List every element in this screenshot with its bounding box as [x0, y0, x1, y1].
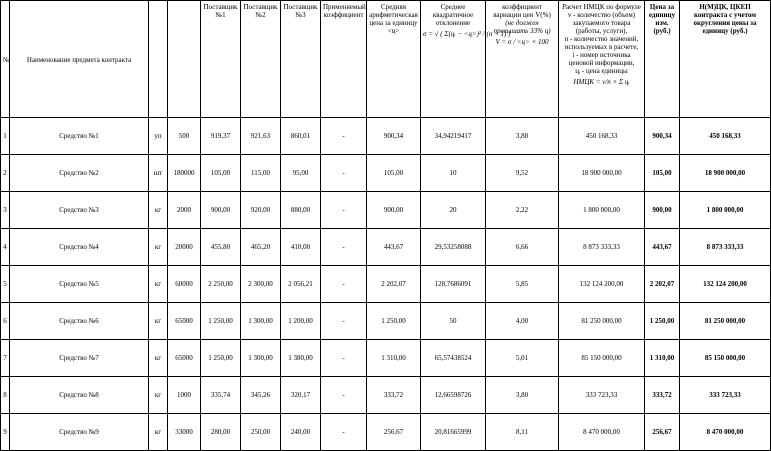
cell-nmck-total: 1 800 000,00 [680, 192, 771, 229]
cell-coefficient: - [321, 155, 367, 192]
cell-variation: 8,11 [486, 414, 559, 451]
calc-title: Расчет НМЦК по формуле [562, 3, 641, 11]
cell-num: 3 [1, 192, 10, 229]
cell-num: 1 [1, 118, 10, 155]
cell-supplier-1: 335,74 [201, 377, 241, 414]
cell-quantity: 60000 [168, 266, 201, 303]
table-row [1, 303, 771, 340]
cell-unit: кг [149, 266, 168, 303]
cell-coefficient: - [321, 303, 367, 340]
cell-average-price: 256,67 [367, 414, 421, 451]
cell-unit-price: 256,67 [645, 414, 680, 451]
cell-unit-price: 2 202,07 [645, 266, 680, 303]
cell-supplier-3: 1 380,00 [281, 340, 321, 377]
cell-supplier-1: 2 250,00 [201, 266, 241, 303]
std-deviation-formula: σ = √ ( Σ(цᵢ − <ц>)² / (n − 1) ) [423, 30, 511, 39]
cell-nmck-calc: 1 800 000,00 [559, 192, 645, 229]
cell-quantity: 1000 [168, 377, 201, 414]
cell-average-price: 900,00 [367, 192, 421, 229]
variation-title: коэффициент вариации цен V(%) [493, 3, 551, 20]
cell-quantity: 20000 [168, 229, 201, 266]
cell-nmck-total: 85 150 000,00 [680, 340, 771, 377]
cell-variation: 4,00 [486, 303, 559, 340]
cell-coefficient: - [321, 414, 367, 451]
cell-supplier-3: 2 056,21 [281, 266, 321, 303]
cell-coefficient: - [321, 266, 367, 303]
table-row [1, 414, 771, 451]
cell-variation: 5,01 [486, 340, 559, 377]
cell-average-price: 1 310,00 [367, 340, 421, 377]
cell-supplier-2: 1 300,00 [241, 340, 281, 377]
cell-supplier-2: 115,00 [241, 155, 281, 192]
cell-unit-price: 443,67 [645, 229, 680, 266]
header-unit-price: Цена за единицу изм. (руб.) [645, 1, 680, 118]
cell-nmck-calc: 450 168,33 [559, 118, 645, 155]
cell-supplier-1: 1 250,00 [201, 340, 241, 377]
cell-supplier-3: 410,00 [281, 229, 321, 266]
cell-nmck-calc: 8 873 333,33 [559, 229, 645, 266]
cell-supplier-1: 280,00 [201, 414, 241, 451]
header-item-name: Наименование предмета контракта [10, 1, 149, 118]
cell-item-name: Средство №6 [10, 303, 149, 340]
cell-average-price: 105,00 [367, 155, 421, 192]
cell-nmck-total: 8 470 000,00 [680, 414, 771, 451]
cell-unit-price: 1 310,00 [645, 340, 680, 377]
cell-unit: кг [149, 303, 168, 340]
cell-nmck-calc: 18 900 000,00 [559, 155, 645, 192]
cell-unit: кг [149, 377, 168, 414]
variation-note: (не должен превышать 33% ц) [493, 19, 551, 36]
cell-nmck-calc: 333 723,33 [559, 377, 645, 414]
cell-average-price: 2 202,07 [367, 266, 421, 303]
cell-std-deviation: 128,7686091 [421, 266, 486, 303]
cell-variation: 2,22 [486, 192, 559, 229]
cell-unit: кг [149, 192, 168, 229]
cell-unit: уп [149, 118, 168, 155]
cell-variation: 3,88 [486, 118, 559, 155]
cell-supplier-2: 1 300,00 [241, 303, 281, 340]
cell-nmck-total: 450 168,33 [680, 118, 771, 155]
cell-coefficient: - [321, 377, 367, 414]
cell-nmck-total: 8 873 333,33 [680, 229, 771, 266]
calc-formula: НМЦК = v/n × Σ цᵢ [573, 78, 630, 87]
cell-supplier-3: 240,00 [281, 414, 321, 451]
header-std-deviation [421, 1, 511, 118]
cell-unit: кг [149, 414, 168, 451]
cell-quantity: 2000 [168, 192, 201, 229]
cell-num: 4 [1, 229, 10, 266]
cell-unit: кг [149, 229, 168, 266]
cell-item-name: Средство №1 [10, 118, 149, 155]
cell-nmck-calc: 85 150 000,00 [559, 340, 645, 377]
cell-unit-price: 900,34 [645, 118, 680, 155]
header-nmck-calc [559, 1, 645, 118]
cell-item-name: Средство №7 [10, 340, 149, 377]
cell-quantity: 65000 [168, 303, 201, 340]
cell-coefficient: - [321, 118, 367, 155]
cell-quantity: 33000 [168, 414, 201, 451]
calc-ci-desc: цᵢ - цена единицы [575, 67, 628, 76]
cell-average-price: 443,67 [367, 229, 421, 266]
cell-item-name: Средство №2 [10, 155, 149, 192]
cell-average-price: 1 250,00 [367, 303, 421, 340]
cell-supplier-1: 919,37 [201, 118, 241, 155]
cell-unit: шт [149, 155, 168, 192]
table-row [1, 377, 771, 414]
header-supplier-3: Поставщик №3 [281, 1, 321, 118]
cell-supplier-1: 105,00 [201, 155, 241, 192]
cell-item-name: Средство №4 [10, 229, 149, 266]
table-header-row [1, 1, 771, 118]
cell-nmck-calc: 8 470 000,00 [559, 414, 645, 451]
header-coefficient: Применяемый коэффициент [321, 1, 367, 118]
calc-v-desc: v - количество (объем) закупаемого товара (работы, услуги), [567, 11, 636, 36]
table-row [1, 229, 771, 266]
cell-nmck-total: 333 723,33 [680, 377, 771, 414]
cell-supplier-1: 455,80 [201, 229, 241, 266]
header-variation [486, 1, 559, 118]
cell-item-name: Средство №8 [10, 377, 149, 414]
cell-variation: 9,52 [486, 155, 559, 192]
cell-std-deviation: 65,57438524 [421, 340, 486, 377]
cell-average-price: 900,34 [367, 118, 421, 155]
header-average-price: Средняя арифметическая цена за единицу <ц> [367, 1, 421, 118]
table-row [1, 192, 771, 229]
cell-supplier-2: 920,00 [241, 192, 281, 229]
cell-supplier-3: 1 200,00 [281, 303, 321, 340]
cell-item-name: Средство №5 [10, 266, 149, 303]
table-row [1, 266, 771, 303]
cell-variation: 3,80 [486, 377, 559, 414]
cell-num: 9 [1, 414, 10, 451]
cell-num: 7 [1, 340, 10, 377]
cell-nmck-calc: 132 124 200,00 [559, 266, 645, 303]
cell-supplier-2: 250,00 [241, 414, 281, 451]
cell-std-deviation: 29,53258088 [421, 229, 486, 266]
variation-formula: V = σ / <ц> × 100 [495, 38, 549, 47]
cell-item-name: Средство №3 [10, 192, 149, 229]
cell-supplier-3: 860,01 [281, 118, 321, 155]
cell-num: 6 [1, 303, 10, 340]
cell-supplier-1: 900,00 [201, 192, 241, 229]
cell-nmck-total: 132 124 200,00 [680, 266, 771, 303]
header-nmck-total: Н(М)ЦК, ЦКЕП контракта с учетом округления цены за единицу (руб.) [680, 1, 771, 118]
header-unit [149, 1, 168, 118]
cell-supplier-1: 1 250,00 [201, 303, 241, 340]
table-row [1, 155, 771, 192]
cell-nmck-total: 18 900 000,00 [680, 155, 771, 192]
cell-unit: кг [149, 340, 168, 377]
std-deviation-title: Среднее квадратичное отклонение [432, 3, 474, 28]
cell-quantity: 180000 [168, 155, 201, 192]
cell-std-deviation: 12,66598726 [421, 377, 486, 414]
cell-variation: 5,85 [486, 266, 559, 303]
table-row [1, 118, 771, 155]
cell-supplier-2: 2 300,00 [241, 266, 281, 303]
cell-coefficient: - [321, 229, 367, 266]
cell-std-deviation: 50 [421, 303, 486, 340]
cell-unit-price: 105,00 [645, 155, 680, 192]
cell-num: 8 [1, 377, 10, 414]
cell-supplier-3: 320,17 [281, 377, 321, 414]
cell-std-deviation: 20 [421, 192, 486, 229]
cell-std-deviation: 10 [421, 155, 486, 192]
cell-quantity: 500 [168, 118, 201, 155]
header-supplier-2: Поставщик №2 [241, 1, 281, 118]
cell-unit-price: 333,72 [645, 377, 680, 414]
cell-quantity: 65000 [168, 340, 201, 377]
table-row [1, 340, 771, 377]
cell-supplier-2: 921,63 [241, 118, 281, 155]
cell-nmck-total: 81 250 000,00 [680, 303, 771, 340]
cell-std-deviation: 34,94219417 [421, 118, 486, 155]
cell-coefficient: - [321, 340, 367, 377]
cell-coefficient: - [321, 192, 367, 229]
cell-supplier-3: 95,00 [281, 155, 321, 192]
header-quantity [168, 1, 201, 118]
header-num: № [1, 1, 10, 118]
cell-unit-price: 1 250,00 [645, 303, 680, 340]
cell-nmck-calc: 81 250 000,00 [559, 303, 645, 340]
cell-num: 5 [1, 266, 10, 303]
cell-unit-price: 900,00 [645, 192, 680, 229]
cell-supplier-2: 465,20 [241, 229, 281, 266]
calc-n-desc: n - количество значений, используемых в расчете, [564, 35, 639, 52]
cell-average-price: 333,72 [367, 377, 421, 414]
cell-variation: 6,66 [486, 229, 559, 266]
cell-supplier-2: 345,26 [241, 377, 281, 414]
cell-item-name: Средство №9 [10, 414, 149, 451]
cell-num: 2 [1, 155, 10, 192]
header-supplier-1: Поставщик №1 [201, 1, 241, 118]
cell-supplier-3: 880,00 [281, 192, 321, 229]
cell-std-deviation: 20,81665999 [421, 414, 486, 451]
calc-i-desc: i - номер источника ценовой информации, [568, 51, 635, 68]
